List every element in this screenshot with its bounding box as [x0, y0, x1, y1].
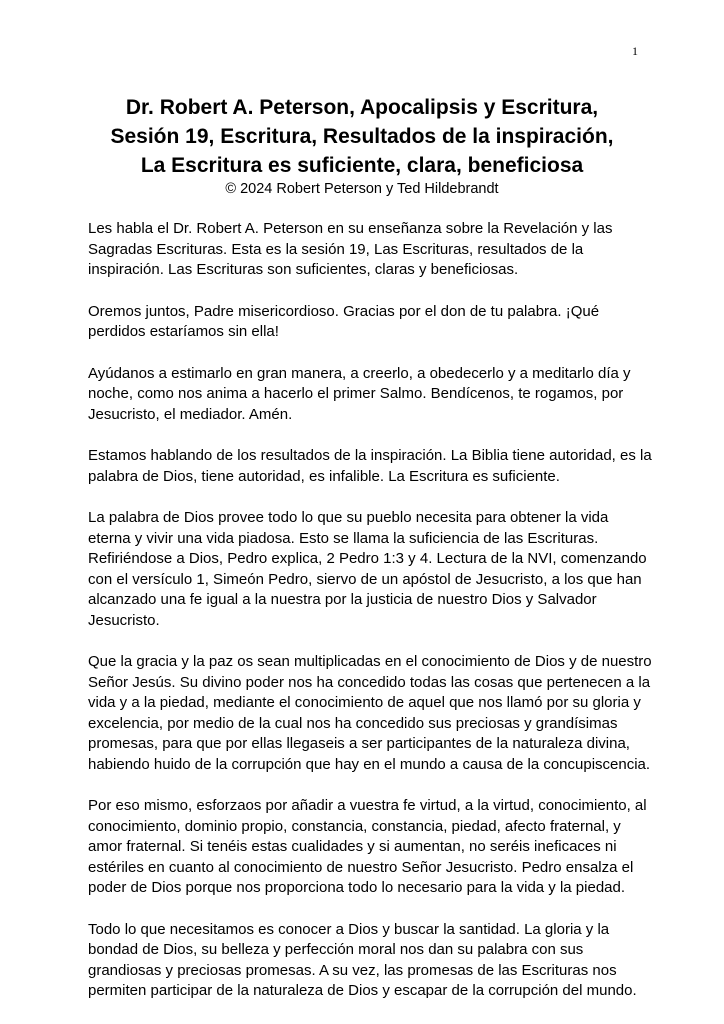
title-line-3: La Escritura es suficiente, clara, beneficiosa — [140, 154, 584, 177]
paragraph-6: Que la gracia y la paz os sean multiplicadas en el conocimiento de Dios y de nuestro Señor Jesús. Su divino poder nos ha concedido todas las cosas que pertenecen a la vida y a la piedad, mediante el conocimiento de aquel que nos llamó por su gloria y excelencia, por medio de la cual nos ha concedido sus preciosas y grandísimas promesas, para que por ellas llegaseis a ser participantes de la naturaleza divina, habiendo huido de la corrupción que hay en el mundo a causa de la concupiscencia. — [88, 653, 652, 773]
paragraph-5: La palabra de Dios provee todo lo que su pueblo necesita para obtener la vida eterna y vivir una vida piadosa. Esto se llama la suficiencia de las Escrituras. Refiriéndose a Dios, Pedro explica, 2 Pedro 1:3 y 4. Lectura de la NVI, comenzando con el versículo 1, Simeón Pedro, siervo de un apóstol de Jesucristo, a los que han alcanzado una fe igual a la nuestra por la justicia de nuestro Dios y Salvador Jesucristo. — [88, 509, 647, 629]
paragraph-4: Estamos hablando de los resultados de la inspiración. La Biblia tiene autoridad, es la palabra de Dios, tiene autoridad, es infalible. La Escritura es suficiente. — [88, 447, 652, 485]
paragraph-2: Oremos juntos, Padre misericordioso. Gracias por el don de tu palabra. ¡Qué perdidos estaríamos sin ella! — [88, 302, 600, 340]
paragraph-7: Por eso mismo, esforzaos por añadir a vuestra fe virtud, a la virtud, conocimiento, al conocimiento, dominio propio, constancia, constancia, piedad, afecto fraternal, y amor fraternal. Si tenéis estas cualidades y si aumentan, no seréis ineficaces ni estériles en cuanto al conocimiento de nuestro Señor Jesucristo. Pedro ensalza el poder de Dios porque nos proporciona todo lo necesario para la vida y la piedad. — [88, 797, 647, 896]
paragraph-1: Les habla el Dr. Robert A. Peterson en su enseñanza sobre la Revelación y las Sagradas Escrituras. Esta es la sesión 19, Las Escrituras, resultados de la inspiración. Las Escrituras son suficientes, claras y beneficiosas. — [88, 220, 613, 278]
copyright-notice: © 2024 Robert Peterson y Ted Hildebrandt — [225, 181, 499, 197]
title-line-1: Dr. Robert A. Peterson, Apocalipsis y Escritura, — [125, 96, 599, 119]
page-number: 1 — [632, 44, 638, 58]
document-header — [60, 93, 664, 199]
paragraph-3: Ayúdanos a estimarlo en gran manera, a creerlo, a obedecerlo y a meditarlo día y noche, como nos anima a hacerlo el primer Salmo. Bendícenos, te rogamos, por Jesucristo, el mediador. Amén. — [88, 364, 631, 423]
document-body — [88, 219, 654, 1023]
paragraph-8: Todo lo que necesitamos es conocer a Dios y buscar la santidad. La gloria y la bondad de Dios, su belleza y perfección moral nos dan su palabra con sus grandiosas y preciosas promesas. A su vez, las promesas de las Escrituras nos permiten participar de la naturaleza de Dios y escapar de la corrupción del mundo. — [88, 920, 637, 999]
title-line-2: Sesión 19, Escritura, Resultados de la inspiración, — [110, 125, 614, 148]
